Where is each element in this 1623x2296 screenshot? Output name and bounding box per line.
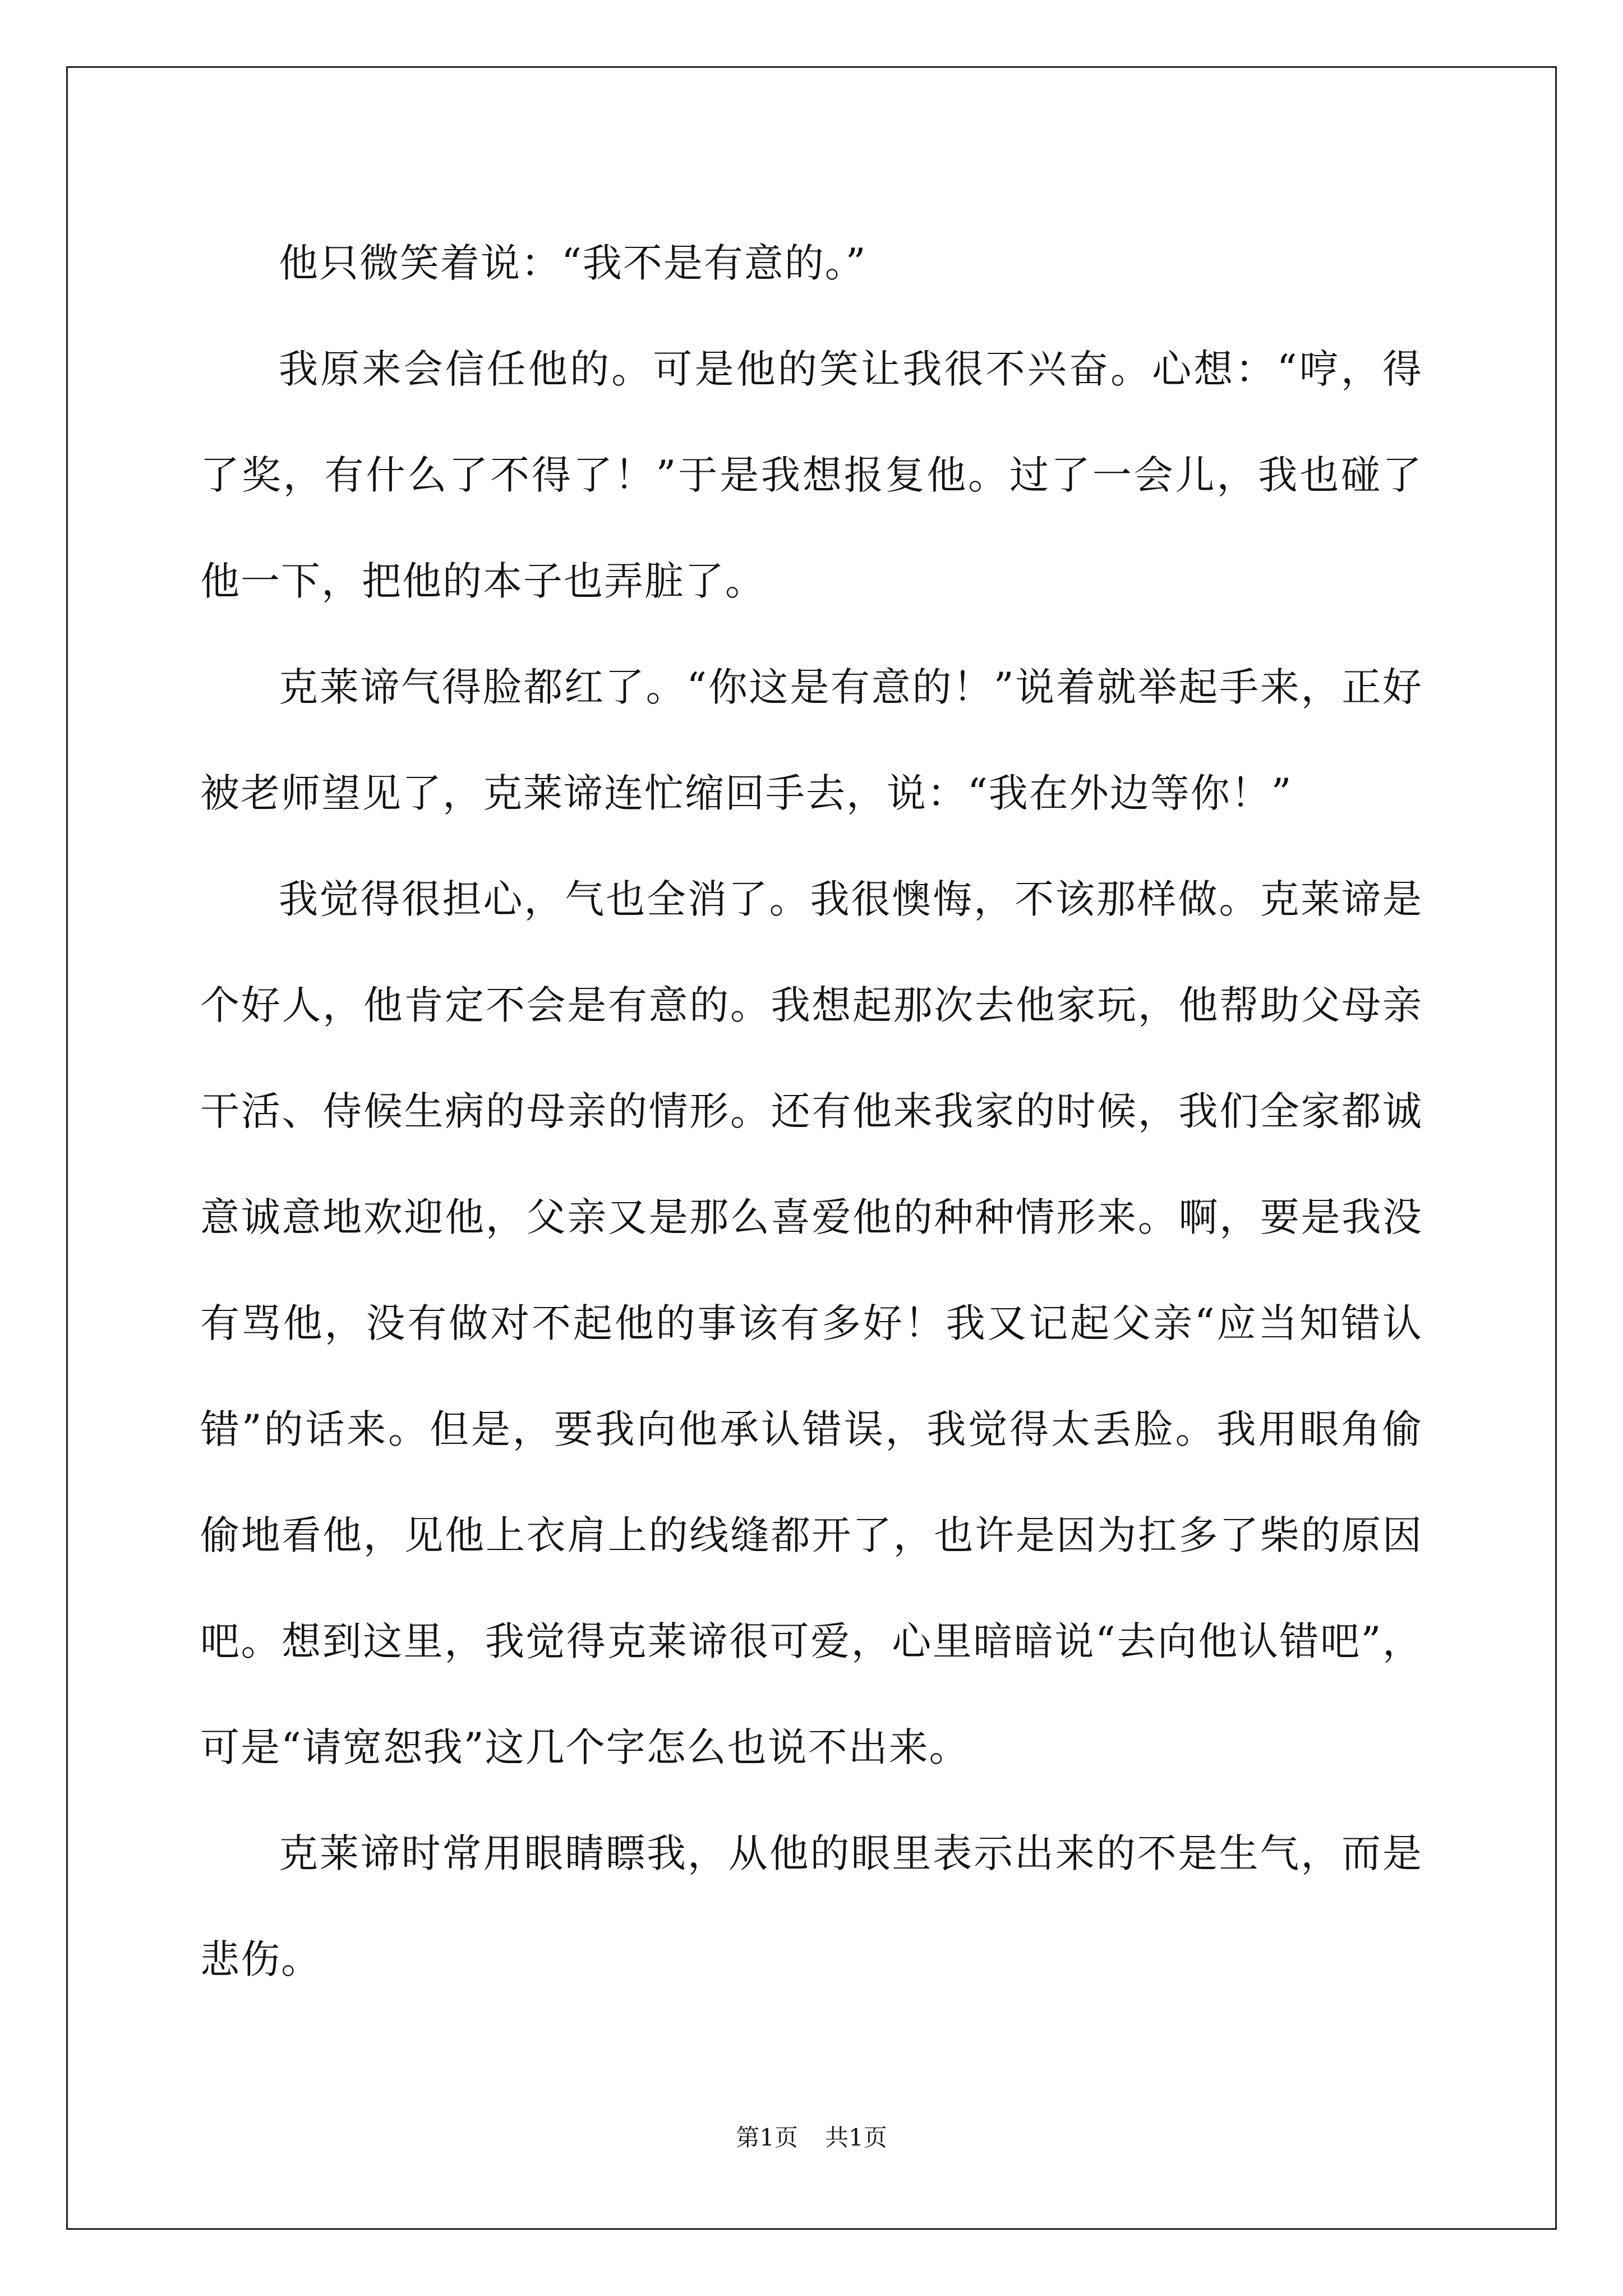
page-total: 共1页	[825, 2124, 887, 2151]
page-footer	[0, 2119, 1623, 2153]
page-number: 第1页	[736, 2124, 798, 2151]
paragraph-5: 克莱谛时常用眼睛瞟我，从他的眼里表示出来的不是生气，而是悲伤。	[200, 1830, 1423, 1982]
paragraph-4: 我觉得很担心，气也全消了。我很懊悔，不该那样做。克莱谛是个好人，他肯定不会是有意的。我想起那次去他家玩，他帮助父母亲干活、侍候生病的母亲的情形。还有他来我家的时候，我们全家都诚意诚意地欢迎他，父亲又是那么喜爱他的种种情形来。啊，要是我没有骂他，没有做对不起他的事该有多好！我又记起父亲“应当知错认错”的话来。但是，要我向他承认错误，我觉得太丢脸。我用眼角偷偷地看他，见他上衣肩上的线缝都开了，也许是因为扛多了柴的原因吧。想到这里，我觉得克莱谛很可爱，心里暗暗说“去向他认错吧”，可是“请宽恕我”这几个字怎么也说不出来。	[200, 876, 1423, 1770]
document-body	[200, 210, 1423, 2013]
paragraph-2: 我原来会信任他的。可是他的笑让我很不兴奋。心想：“哼，得了奖，有什么了不得了！”于是我想报复他。过了一会儿，我也碰了他一下，把他的本子也弄脏了。	[200, 346, 1423, 604]
paragraph-1: 他只微笑着说：“我不是有意的。”	[279, 240, 867, 286]
paragraph-3: 克莱谛气得脸都红了。“你这是有意的！”说着就举起手来，正好被老师望见了，克莱谛连忙缩回手去，说：“我在外边等你！”	[200, 664, 1423, 816]
